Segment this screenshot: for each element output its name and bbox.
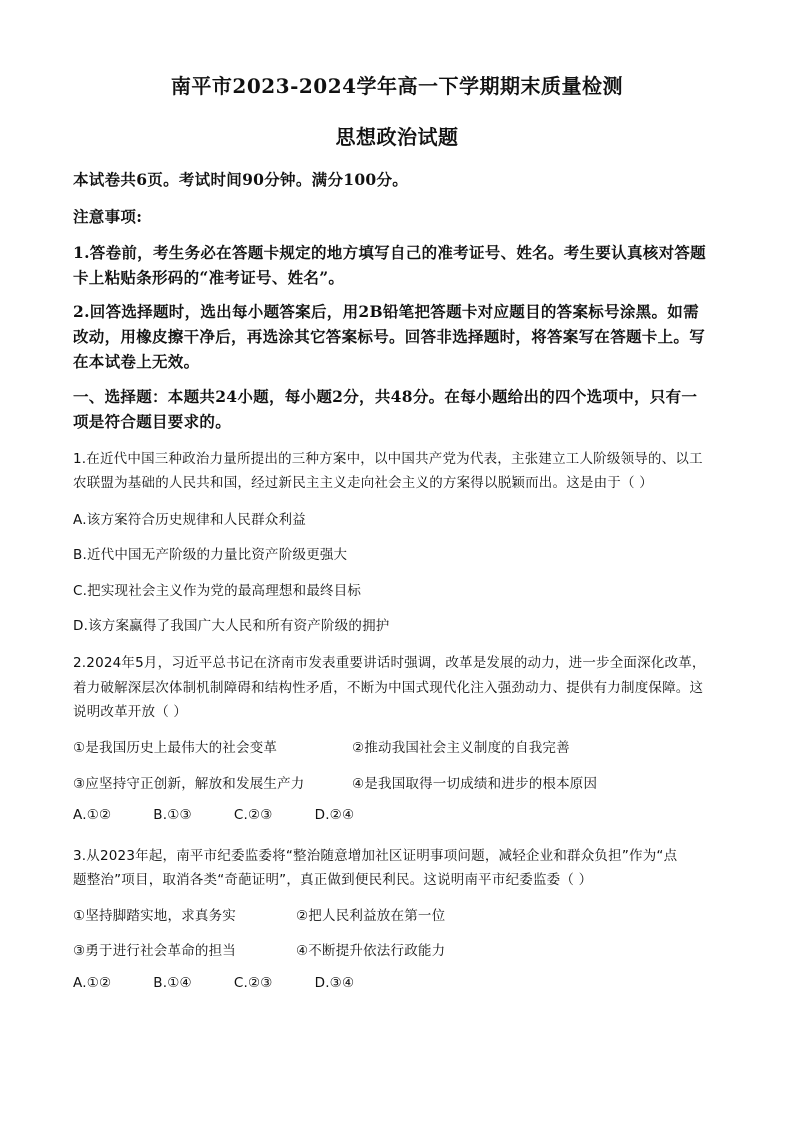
question-3-choice-d: D.③④ (314, 975, 355, 991)
section-heading-line-2: 项是符合题目要求的。 (73, 412, 232, 431)
question-3-statement-3: ③勇于进行社会革命的担当 (73, 943, 237, 959)
question-2-stem-line-2: 着力破解深层次体制机制障碍和结构性矛盾，不断为中国式现代化注入强劲动力、提供有力制度保障。这 (73, 680, 704, 696)
question-3-choices (73, 975, 396, 991)
question-3-stem-line-1: 3.从2023年起，南平市纪委监委将“整治随意增加社区证明事项问题，减轻企业和群众负担”作为“点 (73, 848, 678, 864)
question-1-option-d: D.该方案赢得了我国广大人民和所有资产阶级的拥护 (73, 618, 390, 634)
exam-title: 南平市2023-2024学年高一下学期期末质量检测 (170, 74, 624, 98)
question-3-choice-c: C.②③ (233, 975, 273, 991)
question-1-option-a: A.该方案符合历史规律和人民群众利益 (73, 512, 306, 528)
question-2-stem-line-1: 2.2024年5月，习近平总书记在济南市发表重要讲话时强调，改革是发展的动力，进一步全面深化改革， (73, 655, 706, 671)
question-2-statement-4: ④是我国取得一切成绩和进步的根本原因 (352, 776, 598, 792)
notes-heading: 注意事项: (73, 207, 143, 226)
question-2-stem-line-3: 说明改革开放（ ） (73, 704, 188, 720)
question-3-stem-line-2: 题整治”项目，取消各类“奇葩证明”，真正做到便民利民。这说明南平市纪委监委（ ） (73, 872, 593, 888)
question-1-option-b: B.近代中国无产阶级的力量比资产阶级更强大 (73, 547, 348, 563)
question-2-statement-2: ②推动我国社会主义制度的自我完善 (352, 740, 570, 756)
question-2-choice-a: A.①② (73, 807, 112, 823)
note-2-line-1: 2.回答选择题时，选出每小题答案后，用2B铅笔把答题卡对应题目的答案标号涂黑。如需 (73, 302, 699, 321)
note-2-line-3: 在本试卷上无效。 (73, 352, 200, 371)
section-heading-line-1: 一、选择题：本题共24小题，每小题2分，共48分。在每小题给出的四个选项中，只有一 (73, 387, 698, 406)
question-2-choices (73, 807, 396, 823)
question-3-statement-4: ④不断提升依法行政能力 (296, 943, 446, 959)
question-2-choice-d: D.②④ (314, 807, 355, 823)
question-3-choice-a: A.①② (73, 975, 112, 991)
question-1-stem-line-1: 1.在近代中国三种政治力量所提出的三种方案中，以中国共产党为代表，主张建立工人阶级领导的、以工 (73, 451, 703, 467)
question-2-statement-1: ①是我国历史上最伟大的社会变革 (73, 740, 278, 756)
question-2-choice-c: C.②③ (233, 807, 273, 823)
question-2-choice-b: B.①③ (153, 807, 192, 823)
question-2-statement-3: ③应坚持守正创新，解放和发展生产力 (73, 776, 305, 792)
note-2-line-2: 改动，用橡皮擦干净后，再选涂其它答案标号。回答非选择题时，将答案写在答题卡上。写 (73, 327, 706, 346)
question-1-option-c: C.把实现社会主义作为党的最高理想和最终目标 (73, 583, 362, 599)
exam-subtitle: 思想政治试题 (335, 125, 459, 149)
question-3-statement-1: ①坚持脚踏实地，求真务实 (73, 908, 237, 924)
exam-intro: 本试卷共6页。考试时间90分钟。满分100分。 (73, 170, 409, 189)
question-3-statement-2: ②把人民利益放在第一位 (296, 908, 446, 924)
note-1-line-2: 卡上粘贴条形码的“准考证号、姓名”。 (73, 268, 345, 287)
note-1-line-1: 1.答卷前，考生务必在答题卡规定的地方填写自己的准考证号、姓名。考生要认真核对答题 (73, 243, 706, 262)
question-1-stem-line-2: 农联盟为基础的人民共和国，经过新民主主义走向社会主义的方案得以脱颖而出。这是由于（ ） (73, 475, 653, 491)
question-3-choice-b: B.①④ (153, 975, 192, 991)
